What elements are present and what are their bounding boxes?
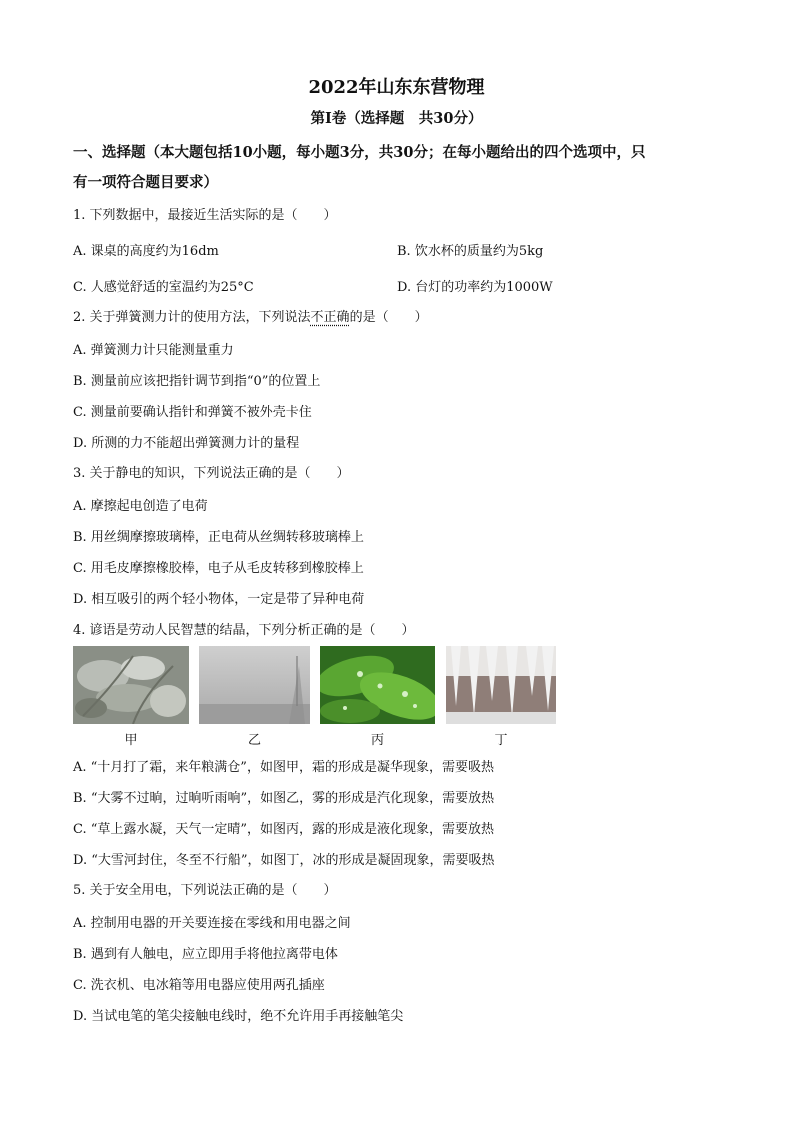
- photo-dew: [320, 646, 435, 724]
- question-2-emphasis: 不正确: [310, 310, 350, 325]
- question-2-stem-prefix: 2. 关于弹簧测力计的使用方法，下列说法: [73, 310, 311, 325]
- question-4-option-c: C. “草上露水凝，天气一定晴”，如图丙，露的形成是液化现象，需要放热: [73, 822, 495, 837]
- question-4-option-d: D. “大雪河封住，冬至不行船”，如图丁，冰的形成是凝固现象，需要吸热: [73, 853, 495, 868]
- caption-bing: 丙: [370, 733, 384, 748]
- part-heading: 第Ⅰ卷（选择题 共30分）: [310, 110, 483, 127]
- question-2-stem: [73, 306, 428, 325]
- caption-jia: 甲: [124, 733, 138, 748]
- page-title: 2022年山东东营物理: [308, 77, 485, 98]
- question-1-stem: 1. 下列数据中，最接近生活实际的是（ ）: [73, 208, 337, 223]
- section-instructions-line1: 一、选择题（本大题包括10小题，每小题3分，共30分；在每小题给出的四个选项中，只: [73, 144, 646, 161]
- question-2-option-d: D. 所测的力不能超出弹簧测力计的量程: [73, 436, 300, 451]
- question-2-option-b: B. 测量前应该把指针调节到指“0”的位置上: [73, 374, 321, 389]
- question-2-stem-suffix: 的是（ ）: [349, 310, 428, 325]
- question-5-stem: 5. 关于安全用电，下列说法正确的是（ ）: [73, 883, 337, 898]
- question-5-option-a: A. 控制用电器的开关要连接在零线和用电器之间: [73, 916, 351, 931]
- question-1-option-c: C. 人感觉舒适的室温约为25°C: [73, 280, 254, 295]
- question-4-stem: 4. 谚语是劳动人民智慧的结晶，下列分析正确的是（ ）: [73, 623, 415, 638]
- photo-ice: [446, 646, 556, 724]
- question-4-option-b: B. “大雾不过晌，过晌听雨响”，如图乙，雾的形成是汽化现象，需要放热: [73, 791, 495, 806]
- question-1-option-b: B. 饮水杯的质量约为5kg: [397, 244, 544, 259]
- question-5-option-c: C. 洗衣机、电冰箱等用电器应使用两孔插座: [73, 978, 325, 993]
- photo-frost: [73, 646, 189, 724]
- caption-ding: 丁: [494, 733, 508, 748]
- question-3-option-d: D. 相互吸引的两个轻小物体，一定是带了异种电荷: [73, 592, 365, 607]
- question-3-option-b: B. 用丝绸摩擦玻璃棒，正电荷从丝绸转移玻璃棒上: [73, 530, 364, 545]
- question-3-option-c: C. 用毛皮摩擦橡胶棒，电子从毛皮转移到橡胶棒上: [73, 561, 364, 576]
- section-instructions-line2: 有一项符合题目要求）: [73, 174, 218, 191]
- question-4-option-a: A. “十月打了霜，来年粮满仓”，如图甲，霜的形成是凝华现象，需要吸热: [73, 760, 494, 775]
- question-2-option-c: C. 测量前要确认指针和弹簧不被外壳卡住: [73, 405, 312, 420]
- question-1-option-d: D. 台灯的功率约为1000W: [397, 280, 553, 295]
- question-2-option-a: A. 弹簧测力计只能测量重力: [73, 343, 234, 358]
- question-5-option-d: D. 当试电笔的笔尖接触电线时，绝不允许用手再接触笔尖: [73, 1009, 404, 1024]
- question-3-stem: 3. 关于静电的知识，下列说法正确的是（ ）: [73, 466, 350, 481]
- caption-yi: 乙: [247, 733, 261, 748]
- question-1-option-a: A. 课桌的高度约为16dm: [73, 244, 219, 259]
- question-5-option-b: B. 遇到有人触电，应立即用手将他拉离带电体: [73, 947, 338, 962]
- photo-fog: [199, 646, 310, 724]
- question-3-option-a: A. 摩擦起电创造了电荷: [73, 499, 208, 514]
